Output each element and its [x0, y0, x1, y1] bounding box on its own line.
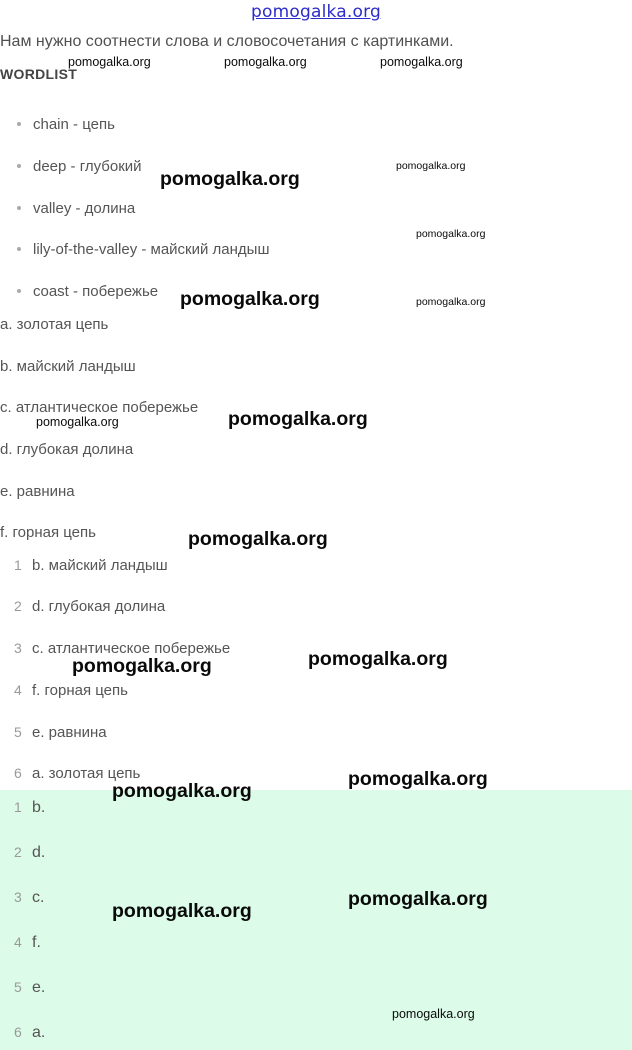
answer-item	[14, 934, 41, 952]
match-number: 3	[14, 640, 22, 656]
bullet-icon	[17, 289, 21, 293]
watermark: pomogalka.org	[112, 780, 252, 802]
option-item: e. равнина	[0, 483, 75, 500]
match-number: 5	[14, 724, 22, 740]
answer-text: b.	[32, 799, 46, 816]
match-text: a. золотая цепь	[32, 765, 141, 782]
wordlist-item	[17, 283, 158, 300]
wordlist-item-text: valley - долина	[33, 200, 136, 217]
answer-text: e.	[32, 979, 46, 996]
answer-number: 5	[14, 979, 22, 995]
match-item	[14, 557, 168, 574]
answer-text: c.	[32, 889, 45, 906]
answer-number: 2	[14, 844, 22, 860]
answer-item	[14, 889, 44, 907]
wordlist-heading: WORDLIST	[0, 66, 78, 82]
wordlist-item-text: lily-of-the-valley - майский ландыш	[33, 241, 270, 258]
match-number: 1	[14, 557, 22, 573]
match-text: f. горная цепь	[32, 682, 128, 699]
watermark: pomogalka.org	[396, 160, 466, 172]
answer-text: a.	[32, 1024, 46, 1041]
answer-text: d.	[32, 844, 46, 861]
answer-number: 1	[14, 799, 22, 815]
match-text: c. атлантическое побережье	[32, 640, 231, 657]
watermark: pomogalka.org	[392, 1007, 475, 1021]
match-item	[14, 682, 128, 699]
wordlist-item	[17, 241, 270, 258]
option-item: a. золотая цепь	[0, 316, 109, 333]
watermark: pomogalka.org	[416, 228, 486, 240]
answer-item	[14, 1024, 45, 1042]
match-item	[14, 598, 165, 615]
wordlist-item	[17, 116, 115, 133]
answer-number: 6	[14, 1024, 22, 1040]
watermark: pomogalka.org	[416, 296, 486, 308]
option-item: d. глубокая долина	[0, 441, 134, 458]
watermark: pomogalka.org	[224, 55, 307, 69]
watermark: pomogalka.org	[380, 55, 463, 69]
watermark: pomogalka.org	[68, 55, 151, 69]
match-number: 4	[14, 682, 22, 698]
watermark: pomogalka.org	[188, 528, 328, 550]
answers-panel	[0, 790, 632, 1050]
watermark: pomogalka.org	[348, 768, 488, 790]
watermark: pomogalka.org	[36, 415, 119, 429]
match-text: e. равнина	[32, 724, 107, 741]
watermark: pomogalka.org	[348, 888, 488, 910]
watermark: pomogalka.org	[112, 900, 252, 922]
site-logo-link[interactable]: pomogalka.org	[251, 2, 381, 22]
bullet-icon	[17, 206, 21, 210]
intro-text: Нам нужно соотнести слова и словосочетания с картинками.	[0, 33, 454, 50]
watermark: pomogalka.org	[72, 655, 212, 677]
answer-number: 3	[14, 889, 22, 905]
option-item: c. атлантическое побережье	[0, 399, 199, 416]
option-item: b. майский ландыш	[0, 358, 136, 375]
match-text: d. глубокая долина	[32, 598, 166, 615]
watermark: pomogalka.org	[308, 648, 448, 670]
match-text: b. майский ландыш	[32, 557, 168, 574]
option-item: f. горная цепь	[0, 524, 96, 541]
match-number: 2	[14, 598, 22, 614]
wordlist-item	[17, 158, 142, 175]
wordlist-item-text: chain - цепь	[33, 116, 115, 133]
bullet-icon	[17, 164, 21, 168]
answer-text: f.	[32, 934, 41, 951]
answer-item	[14, 799, 45, 817]
watermark: pomogalka.org	[180, 288, 320, 310]
bullet-icon	[17, 247, 21, 251]
watermark: pomogalka.org	[228, 408, 368, 430]
bullet-icon	[17, 122, 21, 126]
match-item	[14, 724, 107, 741]
watermark: pomogalka.org	[160, 168, 300, 190]
answer-item	[14, 979, 45, 997]
answer-number: 4	[14, 934, 22, 950]
match-number: 6	[14, 765, 22, 781]
wordlist-item-text: deep - глубокий	[33, 158, 142, 175]
answer-item	[14, 844, 45, 862]
wordlist-item	[17, 200, 135, 217]
wordlist-item-text: coast - побережье	[33, 283, 159, 300]
